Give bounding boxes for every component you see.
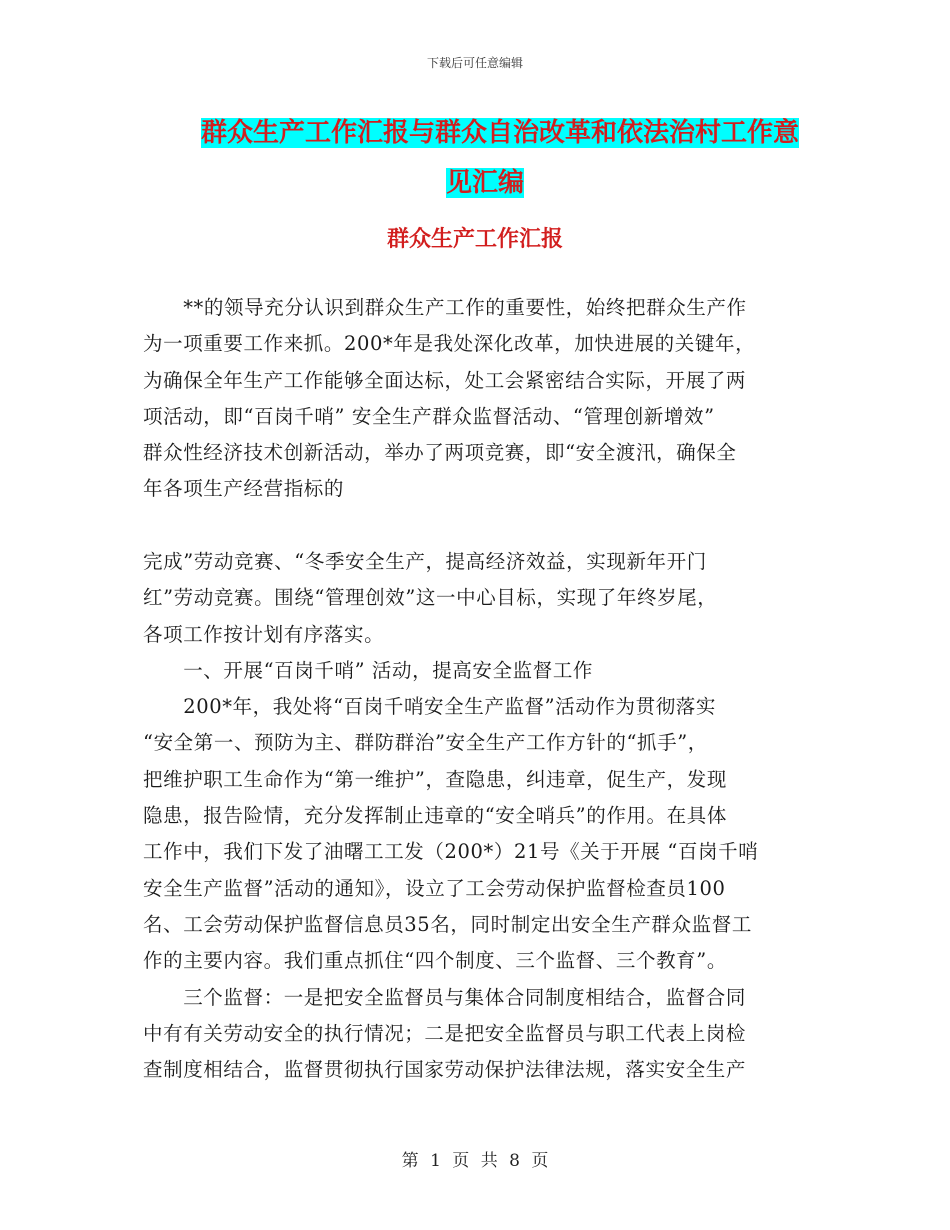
text-line: 三个监督：一是把安全监督员与集体合同制度相结合，监督合同	[143, 985, 747, 1009]
text-line: 查制度相结合，监督贯彻执行国家劳动保护法律法规，落实安全生产	[143, 1058, 747, 1082]
page-number-footer: 第 1 页 共 8 页	[401, 1151, 549, 1171]
text-line: 为确保全年生产工作能够全面达标，处工会紧密结合实际，开展了两	[143, 368, 747, 392]
text-line: 名、工会劳动保护监督信息员35名，同时制定出安全生产群众监督工	[143, 912, 752, 936]
text-line: 中有有关劳动安全的执行情况；二是把安全监督员与职工代表上岗检	[143, 1021, 747, 1045]
text-line: 各项工作按计划有序落实。	[143, 622, 385, 646]
header-note: 下载后可任意编辑	[426, 56, 523, 70]
text-line: 把维护职工生命作为“第一维护”，查隐患，纠违章，促生产，发现	[143, 767, 727, 791]
text-line: 作的主要内容。我们重点抓住“四个制度、三个监督、三个教育”。	[143, 949, 727, 973]
text-line: 项活动，即“百岗千哨” 安全生产群众监督活动、“管理创新增效”	[143, 404, 715, 428]
body-paragraph-block-1	[143, 290, 811, 508]
subheading-line: 一、开展“百岗千哨” 活动，提高安全监督工作	[143, 658, 594, 682]
text-line: 年各项生产经营指标的	[143, 477, 345, 501]
text-line: 工作中，我们下发了油曙工工发（200*）21号《关于开展 “百岗千哨	[143, 840, 759, 864]
text-line: 200*年，我处将“百岗千哨安全生产监督”活动作为贯彻落实	[143, 695, 717, 719]
body-paragraph-block-2	[143, 544, 811, 1088]
text-line: 群众性经济技术创新活动，举办了两项竞赛，即“安全渡汛，确保全	[143, 441, 737, 465]
text-line: **的领导充分认识到群众生产工作的重要性，始终把群众生产作	[143, 296, 747, 319]
text-line: 安全生产监督”活动的通知》，设立了工会劳动保护监督检查员100	[143, 876, 726, 900]
section-title: 群众生产工作汇报	[386, 227, 563, 252]
document-title-line-2: 见汇编	[445, 168, 524, 198]
text-line: 红”劳动竞赛。围绕“管理创效”这一中心目标，实现了年终岁尾，	[143, 586, 718, 610]
document-title	[0, 108, 950, 208]
text-line: “安全第一、预防为主、群防群治”安全生产工作方针的“抓手”，	[143, 731, 708, 755]
document-title-line-1: 群众生产工作汇报与群众自治改革和依法治村工作意	[200, 118, 799, 148]
text-line: 为一项重要工作来抓。200*年是我处深化改革，加快进展的关键年，	[143, 332, 756, 356]
text-line: 完成”劳动竞赛、“冬季安全生产，提高经济效益，实现新年开门	[143, 550, 707, 573]
text-line: 隐患，报告险情，充分发挥制止违章的“安全哨兵”的作用。在具体	[143, 804, 727, 828]
